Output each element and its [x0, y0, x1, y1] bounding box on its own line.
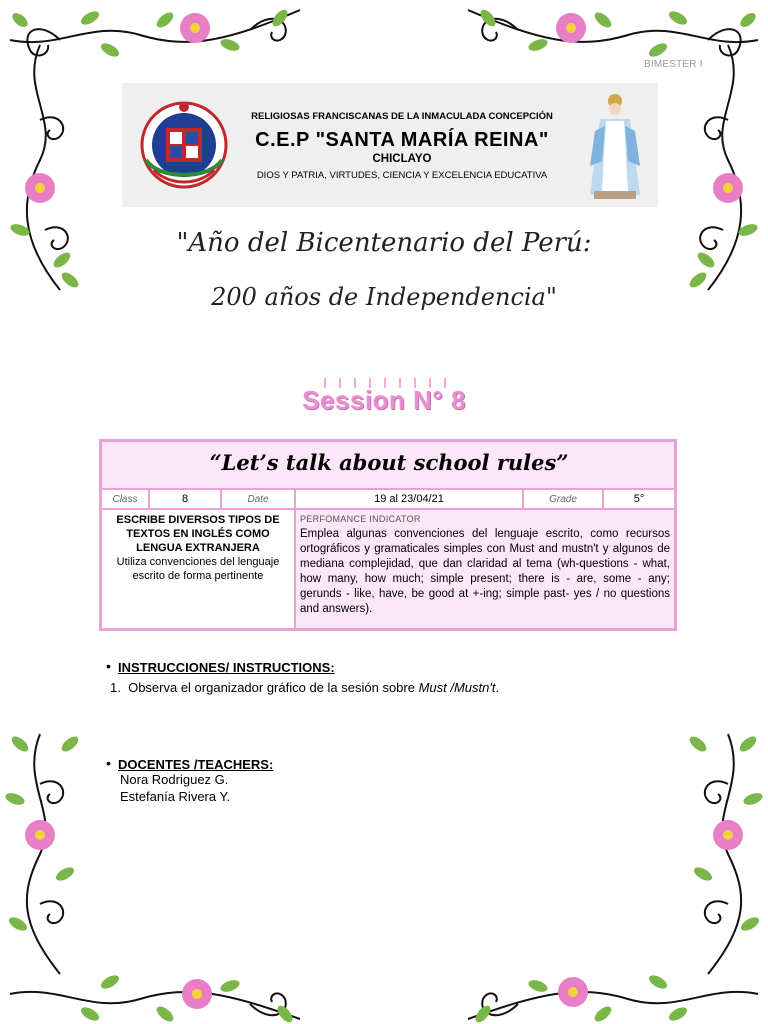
school-header: [122, 83, 658, 207]
teacher-name: Estefanía Rivera Y.: [120, 789, 231, 804]
performance-indicator-label: PERFOMANCE INDICATOR: [300, 514, 421, 524]
competence-cell: [101, 509, 295, 629]
session-topic-title: “Let’s talk about school rules”: [209, 450, 569, 475]
instructions-bullet: •: [106, 658, 111, 674]
competence-title: ESCRIBE DIVERSOS TIPOS DE TEXTOS EN INGLÉS COMO LENGUA EXTRANJERA: [116, 514, 280, 554]
virgin-mary-statue-image: [580, 91, 650, 201]
grade-label: Grade: [549, 494, 577, 505]
class-value: 8: [181, 493, 189, 505]
date-label: Date: [247, 494, 269, 505]
instruction-number: 1.: [110, 680, 121, 695]
instruction-item: [110, 680, 499, 695]
flower-icon: [25, 820, 212, 1009]
class-label: Class: [112, 494, 138, 505]
school-name: C.E.P "SANTA MARÍA REINA": [255, 129, 549, 151]
performance-indicator-cell: [295, 509, 675, 629]
session-title: Session N° 8: [302, 385, 466, 415]
instruction-text-end: .: [495, 680, 500, 695]
vine-decoration-bottom-right: [448, 724, 768, 1024]
bimester-label: BIMESTER I: [644, 59, 703, 70]
grade-label-cell: [523, 489, 603, 509]
class-label-cell: [101, 489, 149, 509]
school-motto: DIOS Y PATRIA, VIRTUDES, CIENCIA Y EXCELENCIA EDUCATIVA: [256, 170, 548, 181]
date-label-cell: [221, 489, 295, 509]
congregation-name: RELIGIOSAS FRANCISCANAS DE LA INMACULADA CONCEPCIÓN: [251, 111, 553, 122]
session-info-table: [99, 439, 677, 631]
class-value-cell: [149, 489, 221, 509]
table-title-row: [101, 441, 675, 489]
date-value: 19 al 23/04/21: [374, 493, 444, 505]
grade-value-cell: [603, 489, 675, 509]
competence-description: Utiliza convenciones del lenguaje escrito de forma pertinente: [116, 556, 280, 582]
school-crest-logo: [134, 100, 234, 190]
teachers-heading: DOCENTES /TEACHERS:: [118, 757, 274, 772]
year-motto-line2: 200 años de Independencia": [211, 283, 557, 311]
date-value-cell: [295, 489, 523, 509]
teachers-bullet: •: [106, 755, 111, 771]
instruction-text-emphasis: Must /Mustn't: [418, 680, 496, 695]
instructions-heading: INSTRUCCIONES/ INSTRUCTIONS:: [118, 660, 335, 675]
instruction-text: Observa el organizador gráfico de la sesión sobre: [128, 680, 419, 695]
teacher-name: Nora Rodriguez G.: [120, 772, 229, 787]
year-motto-line1: "Año del Bicentenario del Perú:: [176, 228, 592, 258]
performance-indicator-text: Emplea algunas convenciones del lenguaje escrito, como recursos ortográficos y gramaticales simples con Must and mustn't y algunos de mediana complejidad, que dan claridad al tema (wh-questions - what, how many, how much; simple present; there is - are, some - any; gerunds - like, have, be good at +-ing; simple past- yes / no questions and answers).: [300, 528, 670, 615]
school-city: CHICLAYO: [372, 153, 432, 165]
grade-value: 5°: [633, 493, 645, 505]
